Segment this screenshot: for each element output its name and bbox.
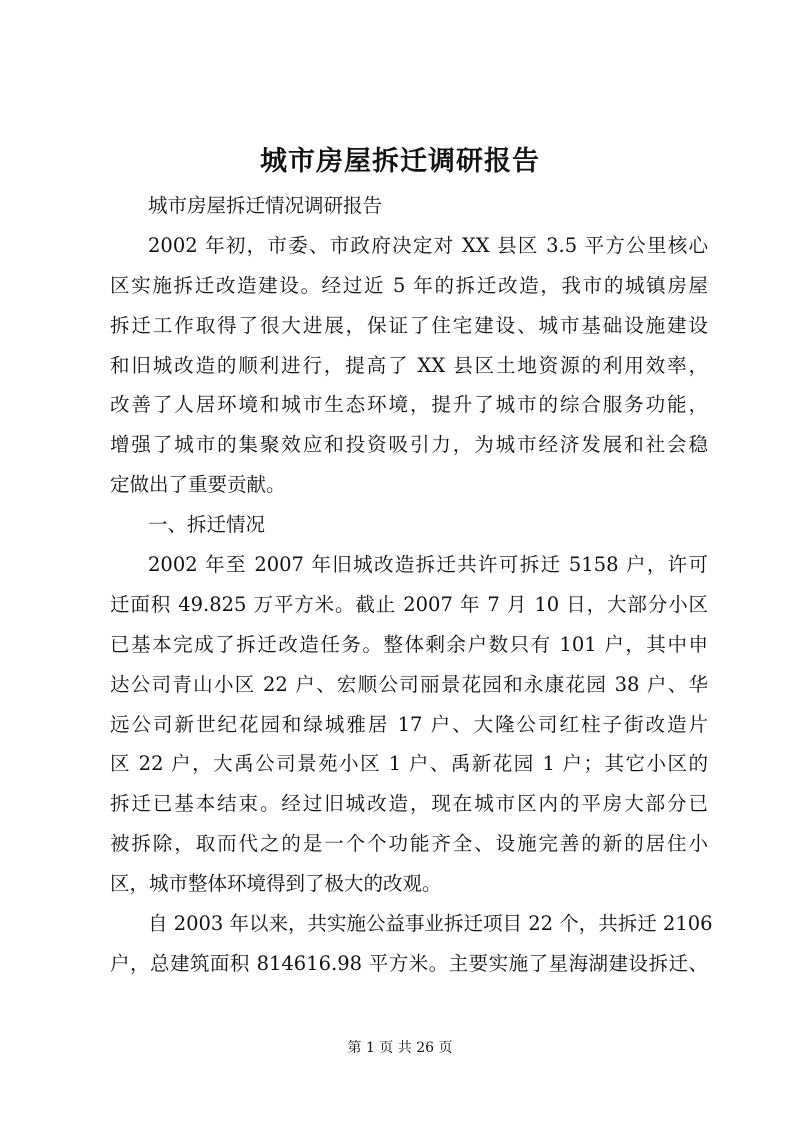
text-line: 拆迁已基本结束。经过旧城改造，现在城市区内的平房大部分已 xyxy=(110,792,708,816)
text-line: 户，总建筑面积 814616.98 平方米。主要实施了星海湖建设拆迁、 xyxy=(110,951,708,975)
text-line: 定做出了重要贡献。 xyxy=(110,473,286,497)
document-title: 城市房屋拆迁调研报告 xyxy=(260,146,540,177)
text-line: 被拆除，取而代之的是一个个功能齐全、设施完善的新的居住小 xyxy=(110,832,708,856)
text-line: 增强了城市的集聚效应和投资吸引力，为城市经济发展和社会稳 xyxy=(110,433,708,457)
text-line: 达公司青山小区 22 户、宏顺公司丽景花园和永康花园 38 户、华 xyxy=(110,672,708,696)
text-line: 已基本完成了拆迁改造任务。整体剩余户数只有 101 户，其中申 xyxy=(110,632,708,656)
text-line: 和旧城改造的顺利进行，提高了 XX 县区土地资源的利用效率， xyxy=(110,353,708,377)
text-line: 自 2003 年以来，共实施公益事业拆迁项目 22 个，共拆迁 2106 xyxy=(148,912,713,936)
text-line: 远公司新世纪花园和绿城雅居 17 户、大隆公司红柱子街改造片 xyxy=(110,712,708,736)
text-line: 城市房屋拆迁情况调研报告 xyxy=(148,194,383,217)
text-line: 2002 年至 2007 年旧城改造拆迁共许可拆迁 5158 户，许可 xyxy=(148,553,708,577)
text-line: 迁面积 49.825 万平方米。截止 2007 年 7 月 10 日，大部分小区 xyxy=(110,592,708,616)
text-line: 改善了人居环境和城市生态环境，提升了城市的综合服务功能， xyxy=(110,393,708,417)
text-line: 区实施拆迁改造建设。经过近 5 年的拆迁改造，我市的城镇房屋 xyxy=(110,273,708,297)
text-line: 区 22 户，大禹公司景苑小区 1 户、禹新花园 1 户；其它小区的 xyxy=(110,752,708,776)
page-footer: 第 1 页 共 26 页 xyxy=(347,1040,453,1056)
section-heading: 一、拆迁情况 xyxy=(148,513,266,537)
document-body xyxy=(110,186,713,984)
text-line: 区，城市整体环境得到了极大的改观。 xyxy=(110,872,442,896)
text-line: 2002 年初，市委、市政府决定对 XX 县区 3.5 平方公里核心 xyxy=(148,233,708,257)
text-line: 拆迁工作取得了很大进展，保证了住宅建设、城市基础设施建设 xyxy=(110,313,708,337)
